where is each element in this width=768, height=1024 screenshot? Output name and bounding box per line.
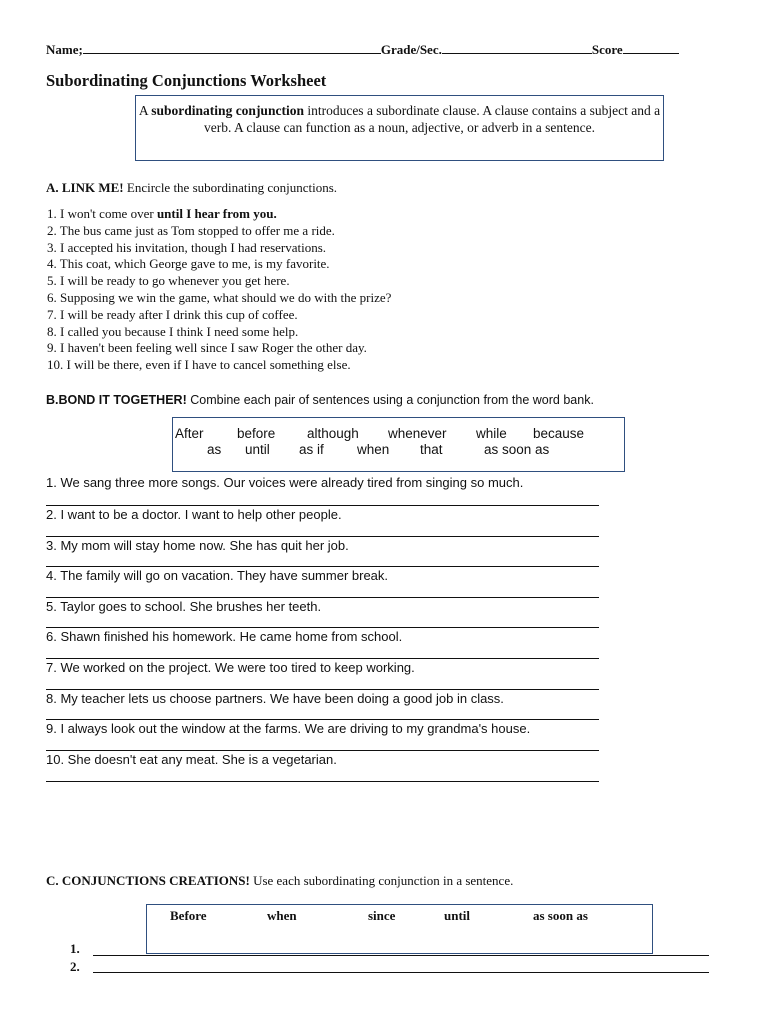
- conjunction-word: when: [267, 908, 297, 923]
- word-bank-word: as: [207, 442, 222, 457]
- section-b-instruction: Combine each pair of sentences using a conjunction from the word bank.: [186, 393, 594, 407]
- answer-line[interactable]: [46, 689, 599, 690]
- answer-line[interactable]: [46, 719, 599, 720]
- page-title: Subordinating Conjunctions Worksheet: [46, 71, 327, 90]
- section-a-list: [47, 206, 391, 374]
- section-a-instruction: Encircle the subordinating conjunctions.: [123, 180, 338, 195]
- section-c-instruction: Use each subordinating conjunction in a sentence.: [249, 873, 514, 888]
- line-number: 2.: [70, 959, 80, 974]
- word-bank-word: while: [476, 426, 507, 441]
- word-bank-word: that: [420, 442, 443, 457]
- question-item: 6. Shawn finished his homework. He came home from school.: [46, 629, 403, 644]
- definition-prefix: A: [138, 103, 152, 118]
- score-label: Score: [591, 42, 623, 57]
- list-item: 5. I will be ready to go whenever you get here.: [47, 273, 290, 289]
- word-bank-word: until: [245, 442, 270, 457]
- conjunction-word: until: [444, 908, 471, 923]
- answer-line[interactable]: [46, 505, 599, 506]
- question-item: 7. We worked on the project. We were too tired to keep working.: [46, 660, 415, 675]
- section-c-heading: [46, 873, 513, 889]
- word-bank-word: as soon as: [484, 442, 550, 457]
- word-bank-word: when: [357, 442, 390, 457]
- grade-label: Grade/Sec.: [380, 42, 442, 57]
- item-bold-text: until I hear from you.: [156, 206, 277, 221]
- word-bank-box: [172, 417, 625, 472]
- question-item: 1. We sang three more songs. Our voices were already tired from singing so much.: [46, 475, 524, 490]
- conjunction-word: since: [368, 908, 396, 923]
- word-bank-word: although: [307, 426, 359, 441]
- conjunction-box: [146, 904, 653, 954]
- answer-line[interactable]: [46, 536, 599, 537]
- section-a-title: A. LINK ME!: [46, 180, 124, 195]
- list-item: 10. I will be there, even if I have to cancel something else.: [47, 357, 351, 373]
- section-b-title: B.BOND IT TOGETHER!: [46, 393, 187, 407]
- name-label: Name;: [46, 42, 83, 57]
- grade-field[interactable]: [442, 42, 592, 54]
- word-bank-word: as if: [299, 442, 324, 457]
- question-item: 3. My mom will stay home now. She has quit her job.: [46, 538, 349, 553]
- list-item: 2. The bus came just as Tom stopped to offer me a ride.: [47, 222, 335, 238]
- question-item: 10. She doesn't eat any meat. She is a vegetarian.: [46, 752, 337, 767]
- definition-box: [135, 95, 664, 161]
- list-item: 7. I will be ready after I drink this cup of coffee.: [47, 306, 298, 322]
- answer-line[interactable]: [46, 658, 599, 659]
- item-text: 1. I won't come over: [47, 206, 157, 221]
- list-item: 6. Supposing we win the game, what should we do with the prize?: [47, 289, 392, 305]
- list-item: 9. I haven't been feeling well since I saw Roger the other day.: [47, 340, 367, 356]
- answer-line[interactable]: [46, 781, 599, 782]
- definition-text: introduces a subordinate clause. A clause contains a subject and a verb. A clause can function as a noun, adjective, or adverb in a sentence.: [204, 103, 661, 135]
- list-item: 8. I called you because I think I need some help.: [47, 323, 299, 339]
- answer-line[interactable]: [46, 627, 599, 628]
- answer-line[interactable]: [46, 597, 599, 598]
- score-field[interactable]: [623, 42, 679, 54]
- answer-line[interactable]: [46, 750, 599, 751]
- definition-term: subordinating conjunction: [151, 103, 304, 118]
- word-bank-word: because: [533, 426, 585, 441]
- word-bank-word: before: [237, 426, 276, 441]
- conjunction-word: as soon as: [533, 908, 588, 923]
- answer-line[interactable]: [93, 972, 709, 973]
- question-item: 2. I want to be a doctor. I want to help other people.: [46, 507, 342, 522]
- question-item: 8. My teacher lets us choose partners. We have been doing a good job in class.: [46, 691, 504, 706]
- question-item: 4. The family will go on vacation. They have summer break.: [46, 568, 389, 583]
- question-item: 5. Taylor goes to school. She brushes her teeth.: [46, 599, 322, 614]
- answer-line[interactable]: [93, 955, 709, 956]
- section-c-title: C. CONJUNCTIONS CREATIONS!: [46, 873, 250, 888]
- word-bank-word: whenever: [388, 426, 447, 441]
- word-bank-word: After: [175, 426, 204, 441]
- list-item: 3. I accepted his invitation, though I had reservations.: [47, 239, 327, 255]
- name-field[interactable]: [83, 42, 381, 54]
- question-item: 9. I always look out the window at the farms. We are driving to my grandma's house.: [46, 721, 531, 736]
- section-b-heading: [46, 393, 594, 407]
- line-number: 1.: [70, 941, 80, 956]
- answer-line[interactable]: [46, 566, 599, 567]
- list-item: 4. This coat, which George gave to me, is my favorite.: [47, 256, 330, 272]
- section-a-heading: [46, 180, 337, 196]
- conjunction-word: Before: [170, 908, 207, 923]
- student-info-header: [46, 42, 706, 58]
- list-item: [47, 206, 391, 223]
